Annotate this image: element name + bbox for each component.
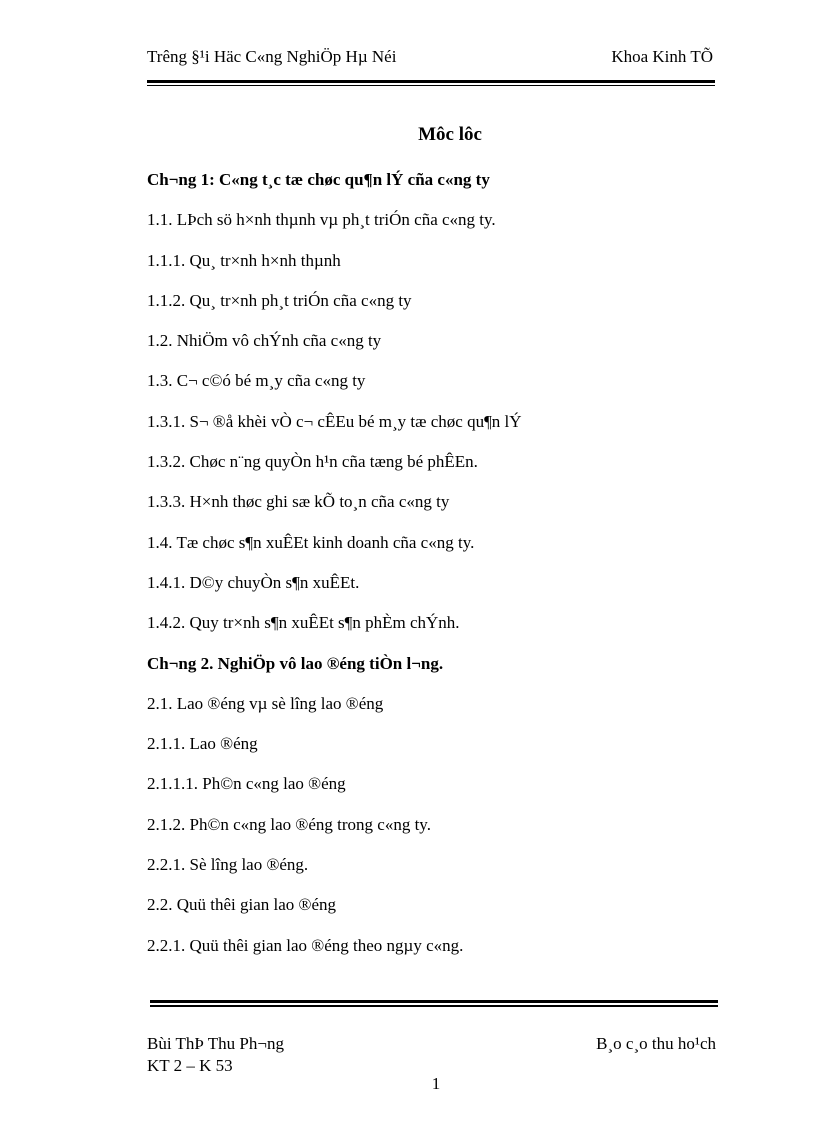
header-faculty: Khoa Kinh TÕ [611, 47, 713, 66]
toc-entry: 2.1.1.1. Ph©n c«ng lao ®éng [147, 774, 346, 794]
toc-entry: 1.3.3. H×nh thøc ghi sæ kÕ to¸n cña c«ng ty [147, 492, 450, 512]
header-divider [147, 80, 715, 86]
table-of-contents [147, 169, 747, 975]
footer-divider [150, 1000, 718, 1007]
toc-entry: 2.2.1. Quü thêi gian lao ®éng theo ngµy c«ng. [147, 935, 464, 955]
toc-entry: 1.4. Tæ chøc s¶n xuÊEt kinh doanh cña c«ng ty. [147, 532, 475, 552]
toc-entry: 1.1.1. Qu¸ tr×nh h×nh thµnh [147, 250, 341, 270]
toc-entry: 2.1.2. Ph©n c«ng lao ®éng trong c«ng ty. [147, 814, 431, 834]
toc-entry: 1.4.2. Quy tr×nh s¶n xuÊEt s¶n phÈm chÝnh. [147, 613, 460, 633]
toc-chapter-heading: Ch¬ng 2. NghiÖp vô lao ®éng tiÒn l¬ng. [147, 653, 444, 673]
toc-entry: 1.3.1. S¬ ®å khèi vÒ c¬ cÊEu bé m¸y tæ chøc qu¶n lÝ [147, 411, 522, 431]
toc-entry: 2.1. Lao ®éng vµ sè lîng lao ®éng [147, 693, 384, 713]
page-number: 1 [431, 1074, 441, 1093]
toc-entry: 1.2. NhiÖm vô chÝnh cña c«ng ty [147, 331, 382, 351]
toc-title: Môc lôc [418, 124, 482, 145]
toc-entry: 2.2. Quü thêi gian lao ®éng [147, 895, 337, 915]
toc-entry: 1.3.2. Chøc n¨ng quyÒn h¹n cña tæng bé phÊEn. [147, 452, 478, 472]
toc-entry: 1.4.1. D©y chuyÒn s¶n xuÊEt. [147, 572, 360, 592]
toc-chapter-heading: Ch¬ng 1: C«ng t¸c tæ chøc qu¶n lÝ cña c«ng ty [147, 170, 490, 189]
page-header [147, 47, 713, 71]
footer-class: KT 2 – K 53 [147, 1056, 233, 1075]
footer-report-title: B¸o c¸o thu ho¹ch [596, 1034, 716, 1053]
toc-entry: 1.3. C¬ c©ó bé m¸y cña c«ng ty [147, 371, 366, 391]
toc-entry: 2.2.1. Sè lîng lao ®éng. [147, 855, 309, 875]
footer-author: Bùi ThÞ Thu Ph¬ng [147, 1034, 284, 1053]
toc-entry: 1.1.2. Qu¸ tr×nh ph¸t triÓn cña c«ng ty [147, 290, 412, 310]
toc-entry: 2.1.1. Lao ®éng [147, 734, 258, 754]
header-school-name: Trêng §¹i Häc C«ng NghiÖp Hµ Néi [147, 47, 397, 66]
toc-entry: 1.1. LÞch sö h×nh thµnh vµ ph¸t triÓn cña c«ng ty. [147, 210, 496, 230]
